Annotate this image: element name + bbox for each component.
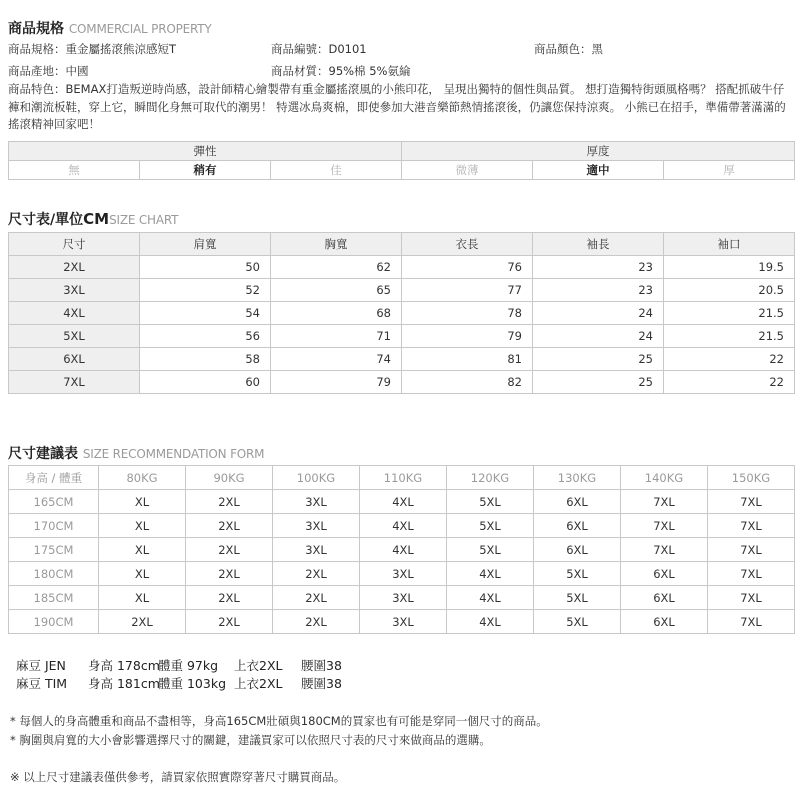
elasticity-label: 彈性 — [9, 142, 402, 161]
size-chart-row — [9, 371, 795, 394]
height-label: 175CM — [9, 538, 99, 562]
size-value: 24 — [533, 302, 664, 325]
height-label: 170CM — [9, 514, 99, 538]
recommended-size: 6XL — [534, 490, 621, 514]
spec-features: 商品特色：BEMAX打造叛逆時尚感，設計師精心繪製帶有重金屬搖滾風的小熊印花， 呈現出獨特的個性與品質。 想打造獨特街頭風格嗎？ 搭配抓破牛仔褲和潮流板鞋，穿上它，瞬間化身無可取代的潮男！ 特選冰鳥爽棉，即使參加大港音樂節熱情搖滾後，仍讓您保持涼爽。 小熊已在招手，準備帶著滿滿的搖滾精神回家吧！ — [8, 82, 786, 131]
size-chart-title — [8, 209, 178, 229]
recommended-size: 4XL — [360, 514, 447, 538]
size-value: 78 — [402, 302, 533, 325]
model-lines — [16, 656, 416, 692]
size-value: 65 — [271, 279, 402, 302]
recommended-size: 5XL — [534, 610, 621, 634]
model-top: 上衣2XL — [234, 676, 283, 691]
recommended-size: 2XL — [99, 610, 186, 634]
recommended-size: 7XL — [621, 490, 708, 514]
size-label: 6XL — [9, 348, 140, 371]
size-chart-title-en: SIZE CHART — [109, 213, 179, 227]
recommended-size: 2XL — [186, 514, 273, 538]
recommended-size: 6XL — [621, 586, 708, 610]
recommended-size: 5XL — [447, 538, 534, 562]
recommended-size: 4XL — [447, 610, 534, 634]
recommended-size: 3XL — [360, 610, 447, 634]
recommended-size: 5XL — [534, 586, 621, 610]
recommendation-row — [9, 490, 795, 514]
recommended-size: 7XL — [708, 514, 795, 538]
recommended-size: 2XL — [273, 562, 360, 586]
model-name: 麻豆 JEN — [16, 658, 66, 673]
recommended-size: 6XL — [534, 538, 621, 562]
size-chart-row — [9, 302, 795, 325]
height-label: 185CM — [9, 586, 99, 610]
size-chart-header: 尺寸 — [9, 233, 140, 256]
size-chart-header: 袖長 — [533, 233, 664, 256]
weight-header: 120KG — [447, 466, 534, 490]
size-value: 23 — [533, 279, 664, 302]
recommended-size: 2XL — [186, 586, 273, 610]
size-chart-header: 肩寬 — [140, 233, 271, 256]
model-weight: 體重 97kg — [158, 658, 219, 673]
recommendation-header-row — [9, 466, 795, 490]
spec-origin: 商品產地：中國 — [8, 64, 89, 78]
recommended-size: 7XL — [708, 610, 795, 634]
recommended-size: 7XL — [621, 538, 708, 562]
recommended-size: 4XL — [360, 538, 447, 562]
recommended-size: 2XL — [186, 490, 273, 514]
recommended-size: 7XL — [708, 538, 795, 562]
spec-name: 商品規格：重金屬搖滾熊涼感短T — [8, 42, 177, 56]
recommended-size: XL — [99, 586, 186, 610]
size-value: 79 — [271, 371, 402, 394]
recommended-size: XL — [99, 514, 186, 538]
recommended-size: XL — [99, 562, 186, 586]
recommended-size: 7XL — [621, 514, 708, 538]
recommended-size: 2XL — [273, 586, 360, 610]
size-label: 4XL — [9, 302, 140, 325]
spec-code: 商品編號：D0101 — [271, 42, 367, 56]
recommended-size: XL — [99, 490, 186, 514]
size-chart-title-zh: 尺寸表/單位 — [8, 212, 84, 228]
recommendation-corner: 身高 / 體重 — [9, 466, 99, 490]
size-label: 5XL — [9, 325, 140, 348]
model-top: 上衣2XL — [234, 658, 283, 673]
weight-header: 90KG — [186, 466, 273, 490]
size-value: 21.5 — [664, 302, 795, 325]
model-weight: 體重 103kg — [158, 676, 227, 691]
size-value: 60 — [140, 371, 271, 394]
recommended-size: 5XL — [447, 490, 534, 514]
recommendation-title-en: SIZE RECOMMENDATION FORM — [82, 447, 265, 461]
recommendation-title-zh: 尺寸建議表 — [8, 446, 78, 462]
model-height: 身高 178cm — [88, 658, 160, 673]
recommended-size: 3XL — [360, 586, 447, 610]
recommended-size: 3XL — [273, 514, 360, 538]
models-block — [16, 656, 416, 692]
size-label: 2XL — [9, 256, 140, 279]
size-value: 54 — [140, 302, 271, 325]
size-chart-header: 袖口 — [664, 233, 795, 256]
model-row — [16, 656, 416, 674]
size-value: 50 — [140, 256, 271, 279]
size-chart-row — [9, 348, 795, 371]
size-value: 25 — [533, 348, 664, 371]
spec-color: 商品顏色：黑 — [534, 42, 603, 56]
model-waist: 腰圍38 — [301, 658, 342, 673]
note-line: * 每個人的身高體重和商品不盡相等，身高165CM壯碩與180CM的買家也有可能是穿同一個尺寸的商品。 — [10, 714, 548, 728]
size-value: 77 — [402, 279, 533, 302]
recommended-size: 3XL — [360, 562, 447, 586]
recommended-size: 5XL — [447, 514, 534, 538]
recommended-size: 7XL — [708, 586, 795, 610]
elasticity-level: 稍有 — [140, 161, 271, 180]
model-row — [16, 674, 416, 692]
recommended-size: 3XL — [273, 538, 360, 562]
recommended-size: 4XL — [447, 586, 534, 610]
size-chart-row — [9, 325, 795, 348]
height-label: 180CM — [9, 562, 99, 586]
size-value: 52 — [140, 279, 271, 302]
size-chart-header: 胸寬 — [271, 233, 402, 256]
size-label: 7XL — [9, 371, 140, 394]
weight-header: 140KG — [621, 466, 708, 490]
disclaimer: ※ 以上尺寸建議表僅供參考，請買家依照實際穿著尺寸購買商品。 — [10, 770, 346, 784]
size-value: 56 — [140, 325, 271, 348]
height-label: 165CM — [9, 490, 99, 514]
size-chart-table — [8, 232, 795, 394]
recommendation-table — [8, 465, 795, 634]
size-value: 22 — [664, 371, 795, 394]
weight-header: 80KG — [99, 466, 186, 490]
recommended-size: 6XL — [534, 514, 621, 538]
recommended-size: 7XL — [708, 562, 795, 586]
product-spec-title-en: COMMERCIAL PROPERTY — [68, 22, 212, 36]
elasticity-level: 無 — [9, 161, 140, 180]
height-label: 190CM — [9, 610, 99, 634]
recommended-size: 5XL — [534, 562, 621, 586]
model-name: 麻豆 TIM — [16, 676, 68, 691]
weight-header: 150KG — [708, 466, 795, 490]
size-value: 76 — [402, 256, 533, 279]
size-value: 21.5 — [664, 325, 795, 348]
size-value: 71 — [271, 325, 402, 348]
model-waist: 腰圍38 — [301, 676, 342, 691]
recommended-size: 3XL — [273, 490, 360, 514]
recommendation-row — [9, 562, 795, 586]
recommended-size: XL — [99, 538, 186, 562]
size-value: 25 — [533, 371, 664, 394]
size-label: 3XL — [9, 279, 140, 302]
note-line: * 胸圍與肩寬的大小會影響選擇尺寸的關鍵，建議買家可以依照尺寸表的尺寸來做商品的選購。 — [10, 733, 491, 747]
recommendation-row — [9, 514, 795, 538]
recommended-size: 2XL — [186, 538, 273, 562]
recommended-size: 6XL — [621, 610, 708, 634]
recommendation-title — [8, 443, 264, 463]
property-table — [8, 141, 795, 180]
size-value: 22 — [664, 348, 795, 371]
recommended-size: 4XL — [447, 562, 534, 586]
thickness-label: 厚度 — [402, 142, 795, 161]
size-value: 58 — [140, 348, 271, 371]
size-chart-title-unit: CM — [83, 210, 110, 228]
size-value: 19.5 — [664, 256, 795, 279]
product-spec-title — [8, 18, 212, 38]
weight-header: 110KG — [360, 466, 447, 490]
thickness-level: 微薄 — [402, 161, 533, 180]
size-value: 68 — [271, 302, 402, 325]
recommended-size: 4XL — [360, 490, 447, 514]
size-chart-body — [9, 256, 795, 394]
recommended-size: 2XL — [186, 610, 273, 634]
spec-material: 商品材質：95%棉 5%氨綸 — [271, 64, 411, 78]
property-header-row — [9, 142, 795, 161]
thickness-level: 厚 — [664, 161, 795, 180]
product-spec-title-zh: 商品規格 — [8, 21, 64, 37]
model-height: 身高 181cm — [88, 676, 160, 691]
size-value: 20.5 — [664, 279, 795, 302]
elasticity-level: 佳 — [271, 161, 402, 180]
recommendation-row — [9, 586, 795, 610]
size-value: 23 — [533, 256, 664, 279]
size-value: 24 — [533, 325, 664, 348]
size-value: 74 — [271, 348, 402, 371]
weight-header: 130KG — [534, 466, 621, 490]
recommended-size: 7XL — [708, 490, 795, 514]
size-value: 79 — [402, 325, 533, 348]
recommended-size: 2XL — [186, 562, 273, 586]
recommendation-row — [9, 610, 795, 634]
recommendation-row — [9, 538, 795, 562]
property-level-row — [9, 161, 795, 180]
size-value: 81 — [402, 348, 533, 371]
thickness-level: 適中 — [533, 161, 664, 180]
weight-header: 100KG — [273, 466, 360, 490]
recommendation-body — [9, 490, 795, 634]
size-chart-row — [9, 279, 795, 302]
size-value: 62 — [271, 256, 402, 279]
size-chart-header: 衣長 — [402, 233, 533, 256]
recommended-size: 2XL — [273, 610, 360, 634]
size-chart-header-row — [9, 233, 795, 256]
recommended-size: 6XL — [621, 562, 708, 586]
size-chart-row — [9, 256, 795, 279]
size-value: 82 — [402, 371, 533, 394]
